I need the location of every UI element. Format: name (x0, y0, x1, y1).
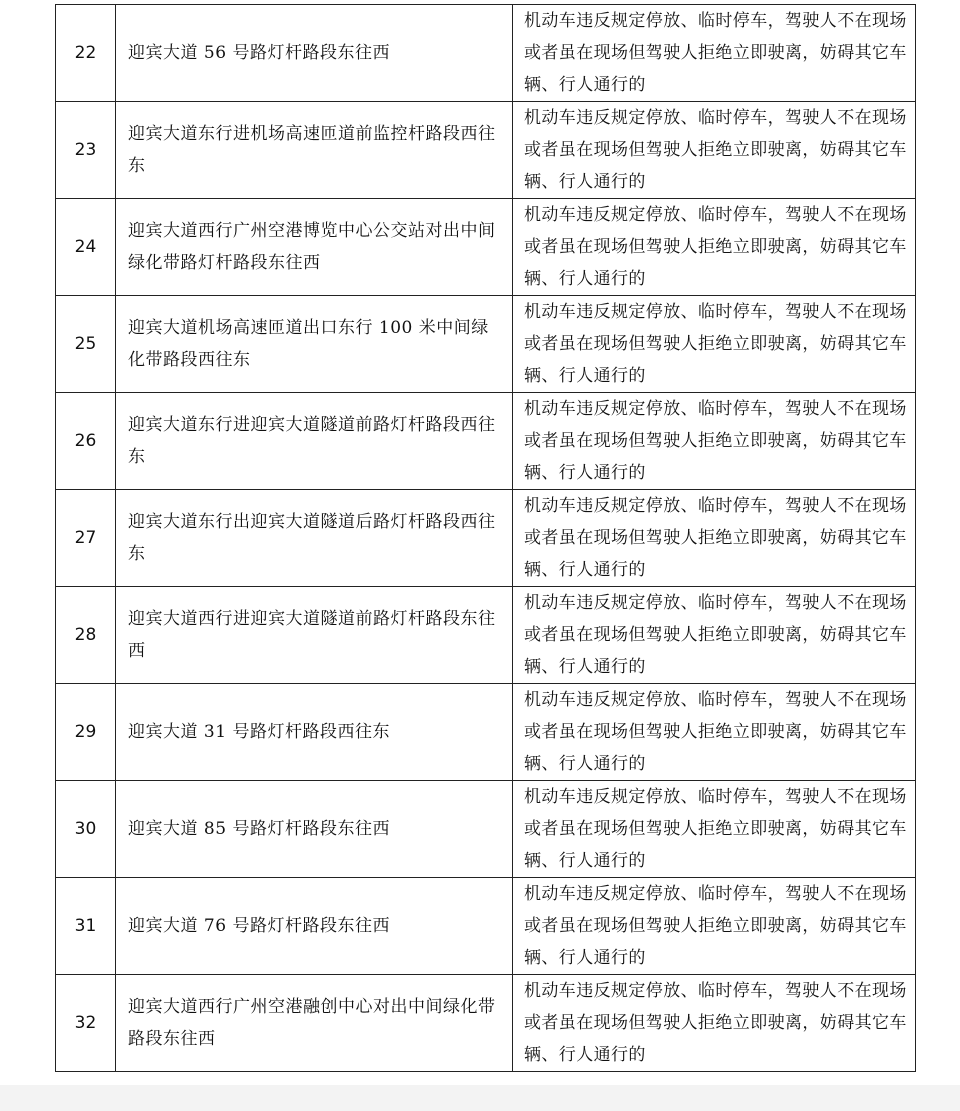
table-row (56, 393, 916, 490)
table-row (56, 490, 916, 587)
row-violation: 机动车违反规定停放、临时停车，驾驶人不在现场或者虽在现场但驾驶人拒绝立即驶离，妨碍其它车辆、行人通行的 (513, 878, 916, 975)
row-violation: 机动车违反规定停放、临时停车，驾驶人不在现场或者虽在现场但驾驶人拒绝立即驶离，妨碍其它车辆、行人通行的 (513, 684, 916, 781)
table-row (56, 296, 916, 393)
row-violation: 机动车违反规定停放、临时停车，驾驶人不在现场或者虽在现场但驾驶人拒绝立即驶离，妨碍其它车辆、行人通行的 (513, 587, 916, 684)
row-number: 28 (56, 587, 116, 684)
row-violation: 机动车违反规定停放、临时停车，驾驶人不在现场或者虽在现场但驾驶人拒绝立即驶离，妨碍其它车辆、行人通行的 (513, 781, 916, 878)
row-number: 26 (56, 393, 116, 490)
row-violation: 机动车违反规定停放、临时停车，驾驶人不在现场或者虽在现场但驾驶人拒绝立即驶离，妨碍其它车辆、行人通行的 (513, 296, 916, 393)
table-row (56, 587, 916, 684)
table-row (56, 684, 916, 781)
violation-locations-table (55, 4, 916, 1072)
page-bottom-margin (0, 1085, 960, 1111)
row-number: 24 (56, 199, 116, 296)
row-location: 迎宾大道东行出迎宾大道隧道后路灯杆路段西往东 (116, 490, 513, 587)
table-row (56, 102, 916, 199)
row-violation: 机动车违反规定停放、临时停车，驾驶人不在现场或者虽在现场但驾驶人拒绝立即驶离，妨碍其它车辆、行人通行的 (513, 393, 916, 490)
table-row (56, 878, 916, 975)
row-number: 31 (56, 878, 116, 975)
row-location: 迎宾大道 76 号路灯杆路段东往西 (116, 878, 513, 975)
row-location: 迎宾大道机场高速匝道出口东行 100 米中间绿化带路段西往东 (116, 296, 513, 393)
row-number: 30 (56, 781, 116, 878)
table-row (56, 975, 916, 1072)
row-violation: 机动车违反规定停放、临时停车，驾驶人不在现场或者虽在现场但驾驶人拒绝立即驶离，妨碍其它车辆、行人通行的 (513, 199, 916, 296)
row-location: 迎宾大道 85 号路灯杆路段东往西 (116, 781, 513, 878)
row-violation: 机动车违反规定停放、临时停车，驾驶人不在现场或者虽在现场但驾驶人拒绝立即驶离，妨碍其它车辆、行人通行的 (513, 102, 916, 199)
table-body (56, 5, 916, 1072)
row-number: 29 (56, 684, 116, 781)
table-row (56, 781, 916, 878)
row-violation: 机动车违反规定停放、临时停车，驾驶人不在现场或者虽在现场但驾驶人拒绝立即驶离，妨碍其它车辆、行人通行的 (513, 5, 916, 102)
row-location: 迎宾大道 56 号路灯杆路段东往西 (116, 5, 513, 102)
row-location: 迎宾大道东行进机场高速匝道前监控杆路段西往东 (116, 102, 513, 199)
row-number: 27 (56, 490, 116, 587)
table-row (56, 199, 916, 296)
row-location: 迎宾大道西行广州空港博览中心公交站对出中间绿化带路灯杆路段东往西 (116, 199, 513, 296)
table-row (56, 5, 916, 102)
row-violation: 机动车违反规定停放、临时停车，驾驶人不在现场或者虽在现场但驾驶人拒绝立即驶离，妨碍其它车辆、行人通行的 (513, 975, 916, 1072)
row-number: 22 (56, 5, 116, 102)
row-location: 迎宾大道西行广州空港融创中心对出中间绿化带路段东往西 (116, 975, 513, 1072)
row-number: 32 (56, 975, 116, 1072)
row-violation: 机动车违反规定停放、临时停车，驾驶人不在现场或者虽在现场但驾驶人拒绝立即驶离，妨碍其它车辆、行人通行的 (513, 490, 916, 587)
row-location: 迎宾大道东行进迎宾大道隧道前路灯杆路段西往东 (116, 393, 513, 490)
row-number: 25 (56, 296, 116, 393)
row-location: 迎宾大道 31 号路灯杆路段西往东 (116, 684, 513, 781)
row-location: 迎宾大道西行进迎宾大道隧道前路灯杆路段东往西 (116, 587, 513, 684)
row-number: 23 (56, 102, 116, 199)
